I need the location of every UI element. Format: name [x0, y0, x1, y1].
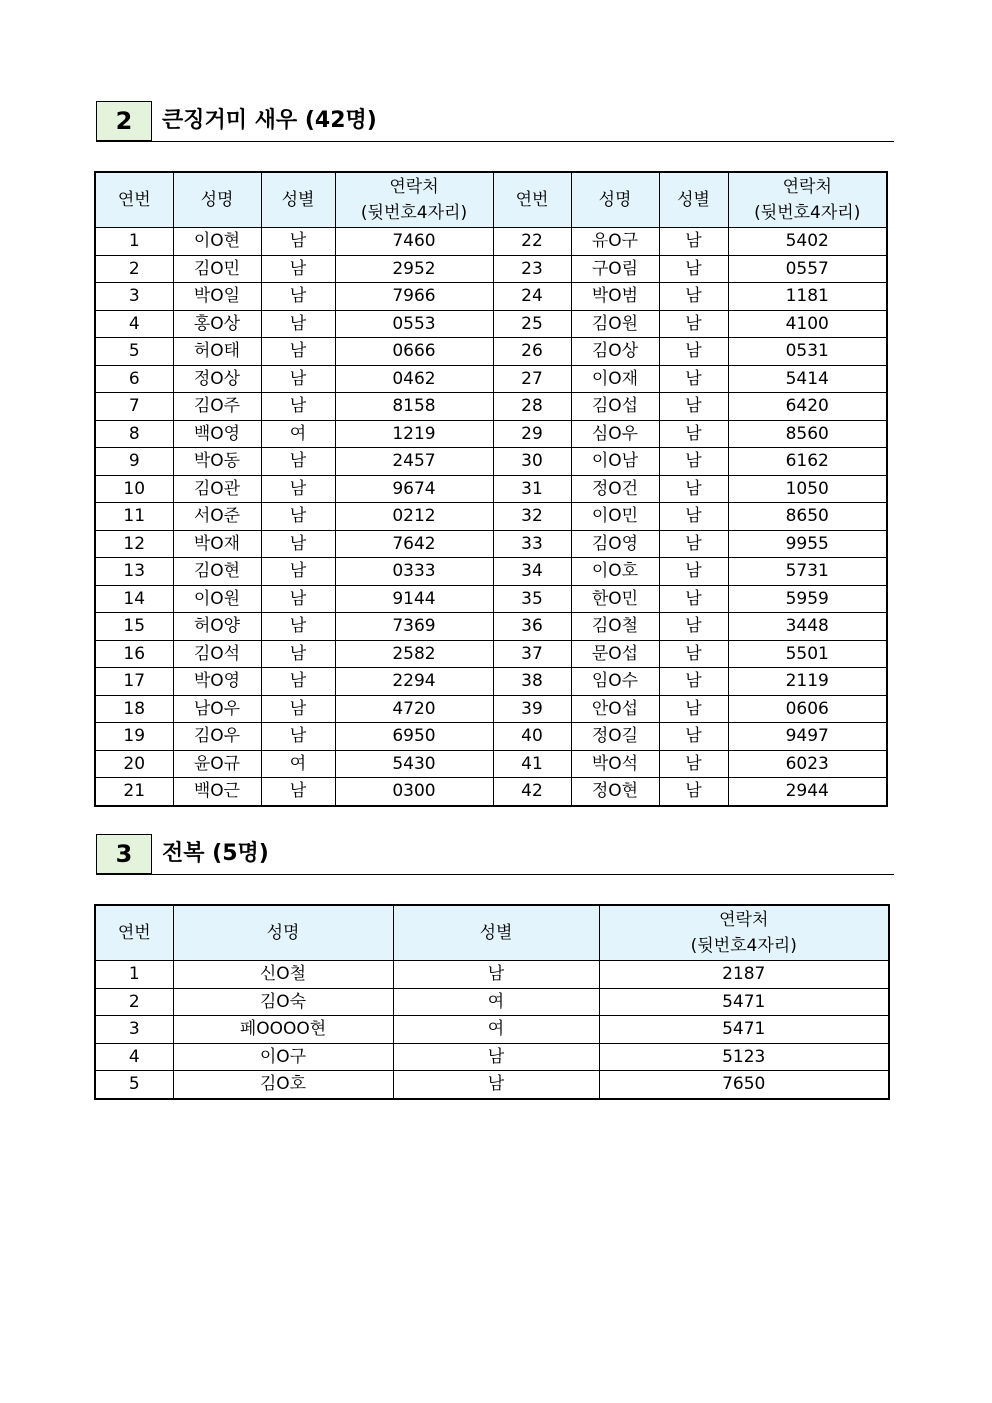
- cell-phone: 9674: [335, 475, 493, 503]
- cell-gender: 남: [659, 475, 728, 503]
- table-row: [95, 750, 887, 778]
- header-gender: 성별: [659, 172, 728, 228]
- table-row: [95, 393, 887, 421]
- cell-no: 13: [95, 558, 173, 586]
- cell-phone: 7642: [335, 530, 493, 558]
- cell-no: 21: [95, 778, 173, 806]
- cell-phone: 7650: [599, 1071, 889, 1099]
- cell-name: 남O우: [173, 695, 261, 723]
- cell-name: 김O석: [173, 640, 261, 668]
- cell-name: 박O동: [173, 448, 261, 476]
- header-name: 성명: [173, 172, 261, 228]
- cell-gender: 남: [393, 1071, 599, 1099]
- cell-name: 김O호: [173, 1071, 393, 1099]
- cell-no: 2: [95, 255, 173, 283]
- table-row: [95, 1016, 889, 1044]
- cell-no: 26: [493, 338, 571, 366]
- cell-no: 29: [493, 420, 571, 448]
- cell-name: 백O근: [173, 778, 261, 806]
- cell-no: 1: [95, 228, 173, 256]
- cell-gender: 남: [659, 420, 728, 448]
- cell-phone: 9497: [728, 723, 887, 751]
- cell-phone: 0666: [335, 338, 493, 366]
- cell-no: 23: [493, 255, 571, 283]
- cell-name: 이O민: [571, 503, 659, 531]
- cell-name: 이O구: [173, 1043, 393, 1071]
- section-2-number: 2: [96, 101, 152, 141]
- cell-gender: 남: [659, 723, 728, 751]
- section-2-heading: [96, 101, 894, 142]
- cell-phone: 7369: [335, 613, 493, 641]
- cell-phone: 5402: [728, 228, 887, 256]
- cell-phone: 5501: [728, 640, 887, 668]
- cell-gender: 남: [659, 530, 728, 558]
- header-gender: 성별: [393, 905, 599, 961]
- cell-gender: 남: [261, 530, 335, 558]
- header-name: 성명: [173, 905, 393, 961]
- cell-gender: 남: [261, 503, 335, 531]
- cell-phone: 0333: [335, 558, 493, 586]
- table-row: [95, 338, 887, 366]
- cell-name: 김O주: [173, 393, 261, 421]
- cell-gender: 남: [659, 668, 728, 696]
- cell-phone: 8650: [728, 503, 887, 531]
- cell-phone: 7460: [335, 228, 493, 256]
- cell-gender: 남: [261, 255, 335, 283]
- cell-phone: 0462: [335, 365, 493, 393]
- cell-phone: 2187: [599, 961, 889, 989]
- cell-gender: 남: [659, 503, 728, 531]
- cell-phone: 0531: [728, 338, 887, 366]
- cell-name: 정O건: [571, 475, 659, 503]
- cell-no: 22: [493, 228, 571, 256]
- cell-gender: 남: [261, 613, 335, 641]
- table-row: [95, 310, 887, 338]
- cell-no: 3: [95, 283, 173, 311]
- cell-no: 11: [95, 503, 173, 531]
- cell-gender: 남: [659, 778, 728, 806]
- cell-name: 홍O상: [173, 310, 261, 338]
- cell-name: 심O우: [571, 420, 659, 448]
- section-3-table-body: [95, 961, 889, 1099]
- cell-phone: 6023: [728, 750, 887, 778]
- cell-name: 구O림: [571, 255, 659, 283]
- cell-gender: 여: [393, 1016, 599, 1044]
- cell-phone: 8560: [728, 420, 887, 448]
- cell-phone: 2457: [335, 448, 493, 476]
- cell-no: 40: [493, 723, 571, 751]
- header-contact-line2: (뒷번호4자리): [754, 203, 861, 223]
- cell-phone: 9144: [335, 585, 493, 613]
- cell-phone: 8158: [335, 393, 493, 421]
- cell-no: 20: [95, 750, 173, 778]
- table-row: [95, 778, 887, 806]
- table-row: [95, 448, 887, 476]
- cell-gender: 남: [659, 365, 728, 393]
- cell-no: 36: [493, 613, 571, 641]
- cell-gender: 남: [261, 393, 335, 421]
- cell-gender: 남: [261, 558, 335, 586]
- cell-name: 이O남: [571, 448, 659, 476]
- cell-name: 정O길: [571, 723, 659, 751]
- cell-phone: 1181: [728, 283, 887, 311]
- cell-name: 정O상: [173, 365, 261, 393]
- header-contact-line1: 연락처: [719, 910, 769, 930]
- cell-gender: 남: [261, 475, 335, 503]
- cell-gender: 남: [261, 338, 335, 366]
- header-contact-line2: (뒷번호4자리): [690, 936, 797, 956]
- cell-no: 33: [493, 530, 571, 558]
- cell-no: 5: [95, 338, 173, 366]
- cell-no: 28: [493, 393, 571, 421]
- section-2-title: 큰징거미 새우 (42명): [162, 108, 377, 133]
- cell-gender: 남: [393, 1043, 599, 1071]
- header-contact-line1: 연락처: [782, 177, 832, 197]
- header-contact-line1: 연락처: [389, 177, 439, 197]
- cell-phone: 2582: [335, 640, 493, 668]
- cell-no: 14: [95, 585, 173, 613]
- cell-name: 이O호: [571, 558, 659, 586]
- header-contact-line2: (뒷번호4자리): [360, 203, 468, 223]
- cell-no: 16: [95, 640, 173, 668]
- table-row: [95, 640, 887, 668]
- table-row: [95, 228, 887, 256]
- cell-gender: 남: [659, 640, 728, 668]
- cell-name: 김O관: [173, 475, 261, 503]
- cell-gender: 남: [659, 613, 728, 641]
- cell-gender: 남: [261, 723, 335, 751]
- cell-no: 27: [493, 365, 571, 393]
- cell-gender: 남: [393, 961, 599, 989]
- cell-name: 김O우: [173, 723, 261, 751]
- cell-gender: 남: [659, 585, 728, 613]
- table-row: [95, 668, 887, 696]
- cell-gender: 남: [659, 283, 728, 311]
- table-row: [95, 503, 887, 531]
- cell-phone: 4720: [335, 695, 493, 723]
- section-2-table: [94, 171, 888, 807]
- header-no: 연번: [95, 172, 173, 228]
- header-gender: 성별: [261, 172, 335, 228]
- table-header-row: [95, 172, 887, 228]
- cell-name: 이O재: [571, 365, 659, 393]
- cell-name: 박O범: [571, 283, 659, 311]
- cell-gender: 남: [261, 283, 335, 311]
- cell-gender: 남: [659, 310, 728, 338]
- cell-no: 8: [95, 420, 173, 448]
- table-row: [95, 988, 889, 1016]
- cell-name: 김O철: [571, 613, 659, 641]
- section-3-table: [94, 904, 890, 1100]
- cell-phone: 0553: [335, 310, 493, 338]
- table-row: [95, 558, 887, 586]
- cell-phone: 5123: [599, 1043, 889, 1071]
- cell-no: 2: [95, 988, 173, 1016]
- cell-no: 4: [95, 1043, 173, 1071]
- cell-no: 17: [95, 668, 173, 696]
- table-header-row: [95, 905, 889, 961]
- cell-no: 39: [493, 695, 571, 723]
- table-row: [95, 255, 887, 283]
- cell-no: 42: [493, 778, 571, 806]
- cell-name: 박O영: [173, 668, 261, 696]
- cell-no: 1: [95, 961, 173, 989]
- cell-no: 30: [493, 448, 571, 476]
- cell-phone: 7966: [335, 283, 493, 311]
- cell-no: 5: [95, 1071, 173, 1099]
- cell-name: 백O영: [173, 420, 261, 448]
- cell-name: 김O숙: [173, 988, 393, 1016]
- section-3-title: 전복 (5명): [162, 841, 269, 866]
- table-row: [95, 613, 887, 641]
- cell-phone: 1050: [728, 475, 887, 503]
- header-contact: [599, 905, 889, 961]
- cell-gender: 여: [261, 750, 335, 778]
- cell-gender: 남: [261, 448, 335, 476]
- cell-phone: 0300: [335, 778, 493, 806]
- table-row: [95, 530, 887, 558]
- table-row: [95, 475, 887, 503]
- cell-no: 24: [493, 283, 571, 311]
- cell-gender: 남: [659, 750, 728, 778]
- cell-no: 19: [95, 723, 173, 751]
- cell-phone: 5414: [728, 365, 887, 393]
- cell-name: 신O철: [173, 961, 393, 989]
- cell-no: 7: [95, 393, 173, 421]
- cell-name: 박O재: [173, 530, 261, 558]
- cell-phone: 5430: [335, 750, 493, 778]
- cell-phone: 2294: [335, 668, 493, 696]
- cell-no: 35: [493, 585, 571, 613]
- cell-phone: 5471: [599, 988, 889, 1016]
- cell-gender: 남: [261, 640, 335, 668]
- cell-gender: 남: [659, 695, 728, 723]
- cell-gender: 남: [659, 393, 728, 421]
- cell-name: 허O태: [173, 338, 261, 366]
- cell-name: 이O원: [173, 585, 261, 613]
- cell-phone: 9955: [728, 530, 887, 558]
- cell-phone: 5471: [599, 1016, 889, 1044]
- cell-name: 김O현: [173, 558, 261, 586]
- cell-phone: 5731: [728, 558, 887, 586]
- cell-gender: 남: [659, 448, 728, 476]
- table-row: [95, 365, 887, 393]
- cell-gender: 남: [261, 228, 335, 256]
- table-row: [95, 420, 887, 448]
- cell-gender: 남: [261, 778, 335, 806]
- table-row: [95, 1071, 889, 1099]
- cell-no: 4: [95, 310, 173, 338]
- cell-no: 3: [95, 1016, 173, 1044]
- cell-gender: 여: [261, 420, 335, 448]
- section-2-table-body: [95, 228, 887, 806]
- cell-no: 15: [95, 613, 173, 641]
- cell-gender: 여: [393, 988, 599, 1016]
- cell-no: 38: [493, 668, 571, 696]
- cell-name: 페OOOO현: [173, 1016, 393, 1044]
- cell-no: 12: [95, 530, 173, 558]
- cell-no: 25: [493, 310, 571, 338]
- cell-gender: 남: [261, 585, 335, 613]
- header-no: 연번: [95, 905, 173, 961]
- cell-name: 김O섭: [571, 393, 659, 421]
- cell-phone: 0606: [728, 695, 887, 723]
- cell-name: 김O원: [571, 310, 659, 338]
- header-no: 연번: [493, 172, 571, 228]
- cell-no: 41: [493, 750, 571, 778]
- cell-phone: 0212: [335, 503, 493, 531]
- cell-no: 31: [493, 475, 571, 503]
- cell-gender: 남: [659, 255, 728, 283]
- cell-gender: 남: [261, 668, 335, 696]
- section-3-heading: [96, 834, 894, 875]
- cell-no: 32: [493, 503, 571, 531]
- table-row: [95, 723, 887, 751]
- cell-phone: 3448: [728, 613, 887, 641]
- table-row: [95, 585, 887, 613]
- header-name: 성명: [571, 172, 659, 228]
- cell-name: 임O수: [571, 668, 659, 696]
- cell-phone: 6162: [728, 448, 887, 476]
- table-row: [95, 283, 887, 311]
- table-row: [95, 1043, 889, 1071]
- cell-no: 18: [95, 695, 173, 723]
- cell-name: 서O준: [173, 503, 261, 531]
- cell-gender: 남: [261, 695, 335, 723]
- cell-name: 허O양: [173, 613, 261, 641]
- cell-name: 이O현: [173, 228, 261, 256]
- cell-name: 유O구: [571, 228, 659, 256]
- cell-name: 박O일: [173, 283, 261, 311]
- cell-no: 34: [493, 558, 571, 586]
- cell-phone: 2944: [728, 778, 887, 806]
- cell-phone: 6420: [728, 393, 887, 421]
- cell-name: 문O섭: [571, 640, 659, 668]
- cell-phone: 2952: [335, 255, 493, 283]
- table-row: [95, 961, 889, 989]
- cell-name: 한O민: [571, 585, 659, 613]
- cell-no: 9: [95, 448, 173, 476]
- cell-no: 6: [95, 365, 173, 393]
- cell-phone: 2119: [728, 668, 887, 696]
- cell-gender: 남: [659, 228, 728, 256]
- cell-name: 김O민: [173, 255, 261, 283]
- header-contact: [335, 172, 493, 228]
- cell-phone: 0557: [728, 255, 887, 283]
- cell-no: 10: [95, 475, 173, 503]
- section-3-number: 3: [96, 834, 152, 874]
- cell-no: 37: [493, 640, 571, 668]
- cell-name: 안O섭: [571, 695, 659, 723]
- cell-gender: 남: [659, 558, 728, 586]
- cell-gender: 남: [659, 338, 728, 366]
- cell-phone: 4100: [728, 310, 887, 338]
- cell-name: 박O석: [571, 750, 659, 778]
- cell-gender: 남: [261, 310, 335, 338]
- header-contact: [728, 172, 887, 228]
- table-row: [95, 695, 887, 723]
- cell-name: 김O상: [571, 338, 659, 366]
- cell-phone: 5959: [728, 585, 887, 613]
- cell-gender: 남: [261, 365, 335, 393]
- cell-name: 윤O규: [173, 750, 261, 778]
- cell-phone: 6950: [335, 723, 493, 751]
- cell-phone: 1219: [335, 420, 493, 448]
- cell-name: 김O영: [571, 530, 659, 558]
- cell-name: 정O현: [571, 778, 659, 806]
